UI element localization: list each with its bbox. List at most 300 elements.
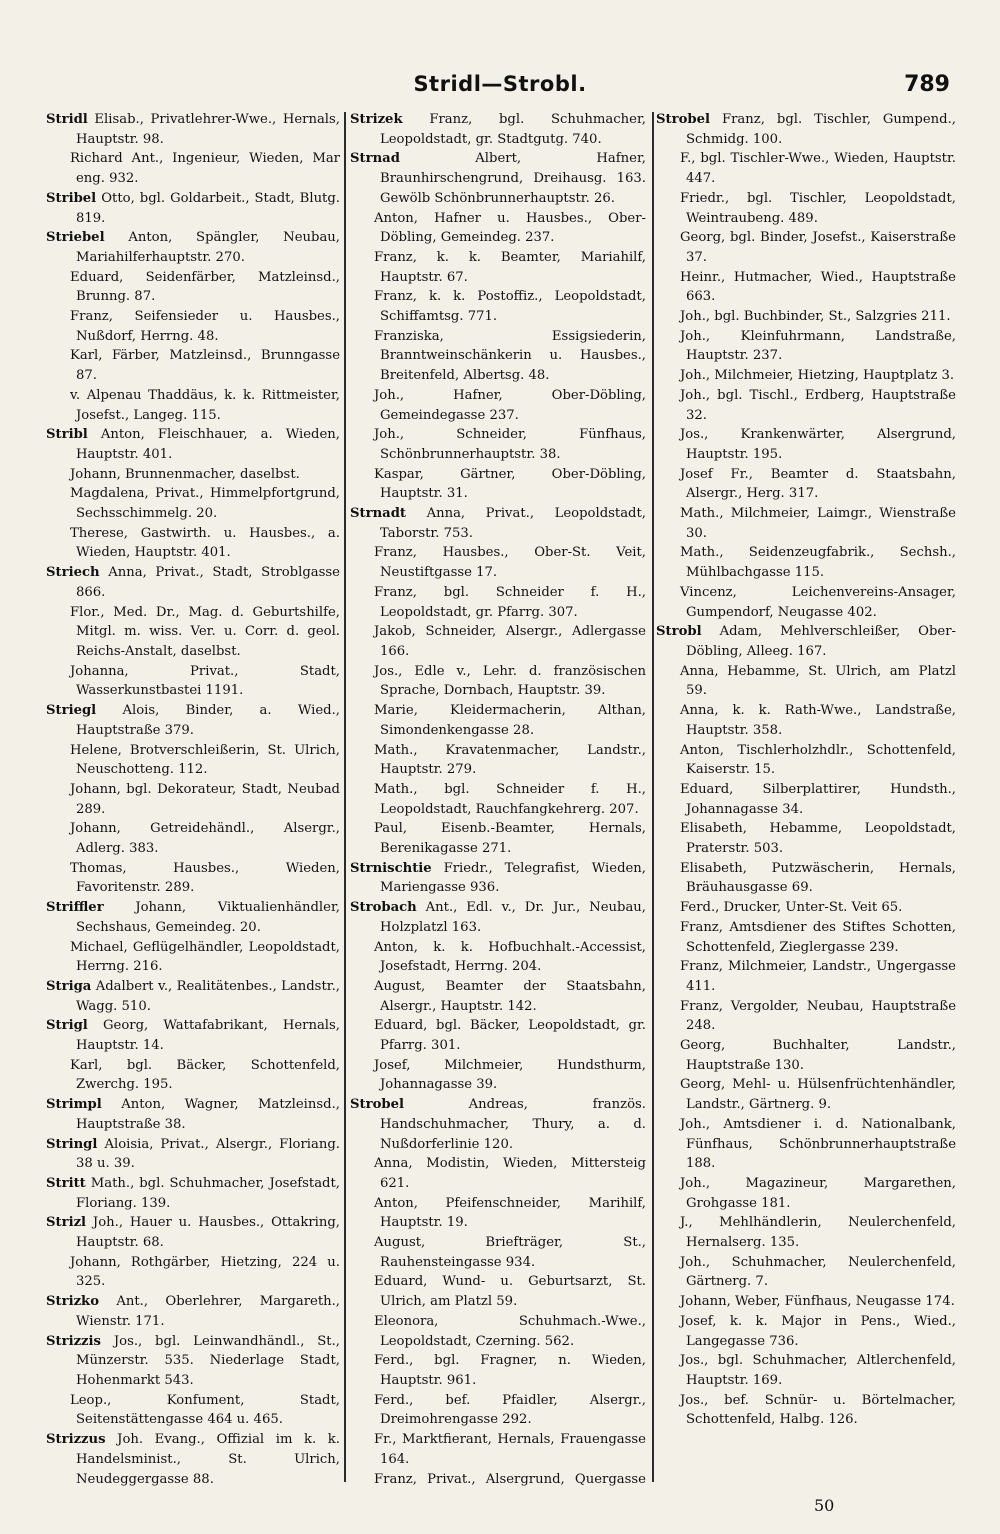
directory-entry [656, 504, 956, 543]
directory-entry [350, 209, 646, 248]
entry-text: Magdalena, Privat., Himmelpfortgrund, Sechsschimmelg. 20. [70, 486, 340, 522]
entry-text: Anton, Spängler, Neubau, Mariahilferhauptstr. 270. [76, 230, 340, 265]
entry-text: Joh., Hauer u. Hausbes., Ottakring, Hauptstr. 68. [76, 1215, 340, 1251]
entry-text: Johann, Rothgärber, Hietzing, 224 u. 325. [70, 1254, 340, 1290]
entry-text: Adam, Mehlverschleißer, Ober-Döbling, Alleeg. 167. [686, 624, 956, 659]
entry-text: Jos., Edle v., Lehr. d. französischen Sprache, Dornbach, Hauptstr. 39. [374, 663, 646, 699]
ditto-dash [656, 425, 680, 445]
directory-entry [46, 1056, 340, 1095]
directory-entry [350, 898, 646, 937]
ditto-dash [656, 819, 680, 839]
directory-entry [350, 110, 646, 149]
entry-text: Franz, k. k. Postoffiz., Leopoldstadt, Schiffamtsg. 771. [374, 289, 646, 325]
directory-entry [350, 1194, 646, 1233]
ditto-dash [46, 1253, 70, 1273]
entry-text: Math., Seidenzeugfabrik., Sechsh., Mühlbachgasse 115. [680, 545, 956, 581]
directory-entry [350, 287, 646, 326]
directory-entry [656, 1351, 956, 1390]
entry-text: Ferd., bef. Pfaidler, Alsergr., Dreimohrengasse 292. [374, 1392, 646, 1428]
entry-text: Jos., Krankenwärter, Alsergrund, Hauptstr. 195. [680, 427, 956, 462]
entry-text: Johann, Getreidehändl., Alsergr., Adlerg. 383. [70, 821, 340, 857]
ditto-dash [656, 780, 680, 800]
directory-entry [350, 1056, 646, 1095]
entry-surname: Striech [46, 565, 100, 581]
entry-text: Johann, Weber, Fünfhaus, Neugasse 174. [680, 1294, 955, 1310]
entry-text: Jos., bgl. Schuhmacher, Altlerchenfeld, Hauptstr. 169. [680, 1353, 956, 1388]
entry-text: Paul, Eisenb.-Beamter, Hernals, Berenikagasse 271. [374, 821, 646, 857]
ditto-dash [350, 1016, 374, 1036]
entry-text: Richard Ant., Ingenieur, Wieden, Mar eng. 932. [70, 151, 340, 187]
directory-entry [350, 1312, 646, 1351]
directory-entry [656, 701, 956, 740]
ditto-dash [350, 583, 374, 603]
ditto-dash [46, 465, 70, 485]
ditto-dash [46, 938, 70, 958]
directory-entry [46, 1430, 340, 1489]
directory-entry [46, 662, 340, 701]
directory-entry [656, 1075, 956, 1114]
ditto-dash [656, 583, 680, 603]
ditto-dash [46, 524, 70, 544]
entry-text: Kaspar, Gärtner, Ober-Döbling, Hauptstr. 31. [374, 466, 646, 502]
entry-surname: Strobel [656, 112, 710, 127]
directory-entry [46, 859, 340, 898]
directory-entry [656, 425, 956, 464]
directory-entry [656, 228, 956, 267]
directory-entry [46, 524, 340, 563]
ditto-dash [46, 662, 70, 682]
ditto-dash [350, 1430, 374, 1450]
entry-text: Joh. Evang., Offizial im k. k. Handelsminist., St. Ulrich, Neudeggergasse 88. [76, 1432, 340, 1487]
directory-entry [656, 1213, 956, 1252]
page-number: 789 [904, 72, 950, 97]
entry-text: Adalbert v., Realitätenbes., Landstr., Wagg. 510. [76, 978, 340, 1014]
entry-text: Eleonora, Schuhmach.-Wwe., Leopoldstadt, Czerning. 562. [374, 1313, 646, 1349]
directory-entry [46, 149, 340, 188]
ditto-dash [350, 1272, 374, 1292]
ditto-dash [350, 248, 374, 268]
entry-text: Franziska, Essigsiederin, Branntweinschänkerin u. Hausbes., Breitenfeld, Albertsg. 48. [374, 328, 646, 384]
entry-text: Johann, Brunnenmacher, daselbst. [70, 466, 300, 482]
ditto-dash [656, 504, 680, 524]
ditto-dash [656, 701, 680, 721]
entry-text: Joh., Milchmeier, Hietzing, Hauptplatz 3. [680, 368, 955, 384]
ditto-dash [656, 228, 680, 248]
entry-text: Joh., Schneider, Fünfhaus, Schönbrunnerhauptstr. 38. [374, 427, 646, 462]
directory-entry [350, 701, 646, 740]
column-1 [46, 110, 340, 1490]
ditto-dash [350, 819, 374, 839]
entry-text: Aloisia, Privat., Alsergr., Floriang. 38 u. 39. [76, 1136, 340, 1172]
entry-text: Anna, Hebamme, St. Ulrich, am Platzl 59. [680, 663, 956, 699]
entry-text: Elisabeth, Hebamme, Leopoldstadt, Praterstr. 503. [680, 821, 956, 857]
directory-entry [350, 1391, 646, 1430]
ditto-dash [656, 543, 680, 563]
directory-entry [350, 938, 646, 977]
entry-surname: Stribl [46, 427, 88, 443]
column-2 [350, 110, 646, 1490]
ditto-dash [656, 997, 680, 1017]
directory-entry [46, 425, 340, 464]
ditto-dash [46, 603, 70, 623]
entry-surname: Strizzis [46, 1333, 101, 1349]
entry-surname: Strnad [350, 151, 400, 167]
directory-entry [46, 1332, 340, 1391]
ditto-dash [350, 1351, 374, 1371]
directory-columns [46, 110, 956, 1490]
ditto-dash [656, 1036, 680, 1056]
directory-entry [656, 307, 956, 327]
entry-text: Johann, bgl. Dekorateur, Stadt, Neubad 289. [70, 781, 340, 817]
entry-text: Franz, bgl. Schneider f. H., Leopoldstadt, gr. Pfarrg. 307. [374, 584, 646, 620]
ditto-dash [350, 1312, 374, 1332]
entry-surname: Strnischtie [350, 860, 432, 876]
entry-text: Thomas, Hausbes., Wieden, Favoritenstr. 289. [70, 860, 340, 896]
directory-entry [656, 997, 956, 1036]
directory-entry [46, 603, 340, 662]
entry-surname: Striebel [46, 230, 105, 246]
ditto-dash [656, 1292, 680, 1312]
ditto-dash [656, 268, 680, 288]
ditto-dash [350, 741, 374, 761]
entry-text: Anna, Privat., Stadt, Stroblgasse 866. [76, 565, 340, 600]
directory-entry [46, 1213, 340, 1252]
entry-text: Jos., bgl. Leinwandhändl., St., Münzerstr. 535. Niederlage Stadt, Hohenmarkt 543. [76, 1333, 340, 1388]
directory-entry [656, 1036, 956, 1075]
entry-text: August, Beamter der Staatsbahn, Alsergr., Hauptstr. 142. [374, 978, 646, 1014]
directory-entry [656, 189, 956, 228]
directory-entry [656, 741, 956, 780]
directory-entry [46, 307, 340, 346]
entry-text: Anton, k. k. Hofbuchhalt.-Accessist, Josefstadt, Herrng. 204. [374, 939, 646, 975]
directory-entry [46, 898, 340, 937]
ditto-dash [350, 977, 374, 997]
directory-entry [350, 977, 646, 1016]
column-3 [656, 110, 956, 1490]
directory-entry [46, 346, 340, 385]
page-header [0, 72, 1000, 102]
entry-text: Ferd., Drucker, Unter-St. Veit 65. [680, 900, 903, 916]
running-head: Stridl—Strobl. [413, 72, 587, 96]
directory-entry [350, 1470, 646, 1490]
directory-entry [46, 819, 340, 858]
ditto-dash [656, 918, 680, 938]
ditto-dash [656, 1351, 680, 1371]
ditto-dash [350, 386, 374, 406]
entry-text: Heinr., Hutmacher, Wied., Hauptstraße 663. [680, 269, 956, 305]
ditto-dash [656, 1253, 680, 1273]
entry-surname: Strizzus [46, 1432, 106, 1448]
entry-text: Anton, Wagner, Matzleinsd., Hauptstraße 38. [76, 1097, 340, 1132]
entry-text: Franz, Seifensieder u. Hausbes., Nußdorf, Herrng. 48. [70, 309, 340, 344]
entry-text: Jakob, Schneider, Alsergr., Adlergasse 166. [374, 624, 646, 659]
ditto-dash [350, 1194, 374, 1214]
entry-text: Eduard, Silberplattirer, Hundsth., Johannagasse 34. [680, 781, 956, 817]
entry-text: Karl, bgl. Bäcker, Schottenfeld, Zwerchg. 195. [70, 1057, 340, 1093]
ditto-dash [350, 425, 374, 445]
entry-text: Anna, Modistin, Wieden, Mittersteig 621. [374, 1156, 646, 1191]
directory-entry [46, 1489, 340, 1490]
entry-text: Franz, k. k. Beamter, Mariahilf, Hauptstr. 67. [374, 249, 646, 285]
directory-entry [656, 898, 956, 918]
directory-entry [656, 268, 956, 307]
entry-text: Math., bgl. Schneider f. H., Leopoldstadt, Rauchfangkehrerg. 207. [374, 781, 646, 817]
directory-entry [46, 938, 340, 977]
ditto-dash [350, 327, 374, 347]
entry-text: Elisabeth, Putzwäscherin, Hernals, Bräuhausgasse 69. [680, 860, 956, 896]
directory-entry [656, 465, 956, 504]
directory-entry [656, 1174, 956, 1213]
ditto-dash [656, 386, 680, 406]
directory-entry [656, 1292, 956, 1312]
ditto-dash [46, 268, 70, 288]
entry-text: Therese, Gastwirth. u. Hausbes., a. Wieden, Hauptstr. 401. [70, 525, 340, 561]
entry-surname: Strizko [46, 1294, 99, 1310]
ditto-dash [656, 465, 680, 485]
directory-entry [656, 1115, 956, 1174]
ditto-dash [656, 189, 680, 209]
entry-text: Eduard, bgl. Bäcker, Leopoldstadt, gr. Pfarrg. 301. [374, 1018, 646, 1054]
entry-surname: Stribel [46, 190, 97, 206]
ditto-dash [656, 327, 680, 347]
directory-entry [46, 977, 340, 1016]
entry-text: Joh., bgl. Buchbinder, St., Salzgries 211. [680, 309, 951, 325]
directory-entry [656, 149, 956, 188]
entry-text: Johanna, Privat., Stadt, Wasserkunstbastei 1191. [70, 663, 340, 699]
entry-text: Ferd., bgl. Fragner, n. Wieden, Hauptstr. 961. [374, 1353, 646, 1388]
entry-surname: Striffler [46, 900, 104, 916]
ditto-dash [350, 1056, 374, 1076]
directory-entry [656, 622, 956, 661]
directory-entry [656, 1391, 956, 1430]
ditto-dash [46, 346, 70, 366]
entry-text: Math., Milchmeier, Laimgr., Wienstraße 30. [680, 506, 956, 541]
entry-text: Joh., Kleinfuhrmann, Landstraße, Hauptstr. 237. [680, 328, 956, 364]
entry-surname: Strizek [350, 112, 403, 127]
directory-entry [656, 386, 956, 425]
entry-text: Franz, Vergolder, Neubau, Hauptstraße 248. [680, 998, 956, 1034]
directory-entry [46, 386, 340, 425]
ditto-dash [350, 780, 374, 800]
entry-text: Georg, bgl. Binder, Josefst., Kaiserstraße 37. [680, 230, 956, 265]
ditto-dash [46, 819, 70, 839]
entry-text: Fr., Marktfierant, Hernals, Frauengasse 164. [374, 1432, 646, 1467]
entry-text: Elisab., Privatlehrer-Wwe., Hernals, Hauptstr. 98. [76, 112, 340, 147]
directory-entry [46, 1292, 340, 1331]
ditto-dash [46, 484, 70, 504]
entry-text: Joh., Magazineur, Margarethen, Grohgasse 181. [680, 1175, 956, 1211]
directory-entry [46, 1391, 340, 1430]
entry-text: Math., bgl. Schuhmacher, Josefstadt, Floriang. 139. [76, 1175, 340, 1211]
entry-text: Anton, Hafner u. Hausbes., Ober-Döbling, Gemeindeg. 237. [374, 210, 646, 246]
directory-entry [350, 662, 646, 701]
directory-entry [350, 248, 646, 287]
directory-entry [350, 819, 646, 858]
entry-text: Anton, Tischlerholzhdlr., Schottenfeld, Kaiserstr. 15. [680, 742, 956, 778]
directory-entry [46, 110, 340, 149]
directory-entry [350, 1430, 646, 1469]
entry-text: Franz, bgl. Tischler, Gumpend., Schmidg. 100. [686, 112, 956, 147]
entry-text: Helene, Brotverschleißerin, St. Ulrich, Neuschotteng. 112. [70, 742, 340, 778]
entry-text: Anton, Fleischhauer, a. Wieden, Hauptstr. 401. [76, 427, 340, 462]
ditto-dash [656, 149, 680, 169]
directory-entry [46, 465, 340, 485]
entry-text: Marie, Kleidermacherin, Althan, Simondenkengasse 28. [374, 703, 646, 738]
entry-text: Josef, Milchmeier, Hundsthurm, Johannagasse 39. [374, 1057, 646, 1093]
directory-entry [350, 149, 646, 208]
directory-entry [350, 425, 646, 464]
directory-entry [656, 662, 956, 701]
ditto-dash [350, 287, 374, 307]
ditto-dash [656, 741, 680, 761]
ditto-dash [656, 898, 680, 918]
directory-entry [656, 366, 956, 386]
entry-text: Franz, Milchmeier, Landstr., Ungergasse 411. [680, 959, 956, 994]
entry-text: Franz, Privat., Alsergrund, Quergasse [374, 1471, 646, 1487]
entry-surname: Stringl [46, 1136, 98, 1152]
entry-text: Ant., Edl. v., Dr. Jur., Neubau, Holzplatzl 163. [380, 900, 646, 935]
directory-entry [350, 465, 646, 504]
directory-entry [656, 327, 956, 366]
ditto-dash [350, 209, 374, 229]
entry-surname: Striga [46, 978, 92, 994]
entry-surname: Stridl [46, 112, 88, 127]
ditto-dash [656, 1312, 680, 1332]
ditto-dash [656, 1174, 680, 1194]
entry-text: Franz, Amtsdiener des Stiftes Schotten, Schottenfeld, Zieglergasse 239. [680, 919, 956, 955]
entry-surname: Striegl [46, 703, 97, 719]
entry-text: Vincenz, Leichenvereins-Ansager, Gumpendorf, Neugasse 402. [680, 584, 956, 620]
entry-text: August, Briefträger, St., Rauhensteingasse 934. [374, 1235, 646, 1270]
entry-text: Johann, Viktualienhändler, Sechshaus, Gemeindeg. 20. [76, 900, 340, 935]
ditto-dash [46, 1489, 70, 1490]
ditto-dash [350, 1470, 374, 1490]
entry-text: Michael, Geflügelhändler, Leopoldstadt, Herrng. 216. [70, 939, 340, 975]
entry-surname: Stritt [46, 1175, 86, 1191]
directory-entry [350, 780, 646, 819]
ditto-dash [656, 662, 680, 682]
entry-text: Leop., Konfument, Stadt, Seitenstättengasse 464 u. 465. [70, 1392, 340, 1428]
entry-text: Jos., bef. Schnür- u. Börtelmacher, Schottenfeld, Halbg. 126. [680, 1392, 956, 1428]
entry-text: Joh., Hafner, Ober-Döbling, Gemeindegasse 237. [374, 387, 646, 423]
ditto-dash [46, 1391, 70, 1411]
directory-entry [46, 268, 340, 307]
entry-text: Josef, k. k. Major in Pens., Wied., Langegasse 736. [680, 1313, 956, 1349]
directory-entry [350, 622, 646, 661]
ditto-dash [46, 780, 70, 800]
entry-text: F., bgl. Tischler-Wwe., Wieden, Hauptstr. 447. [680, 151, 956, 187]
entry-text: Georg, Buchhalter, Landstr., Hauptstraße 130. [680, 1038, 956, 1073]
entry-text: Karl, Färber, Matzleinsd., Brunngasse 87. [70, 348, 340, 384]
directory-entry [656, 918, 956, 957]
ditto-dash [656, 957, 680, 977]
ditto-dash [350, 1233, 374, 1253]
entry-text: Joh., bgl. Tischl., Erdberg, Hauptstraße 32. [680, 387, 956, 423]
directory-entry [46, 780, 340, 819]
entry-text: Math., Kravatenmacher, Landstr., Hauptstr. 279. [374, 742, 646, 778]
directory-entry [656, 583, 956, 622]
directory-entry [46, 563, 340, 602]
entry-text: Anna, Privat., Leopoldstadt, Taborstr. 753. [380, 506, 646, 541]
entry-text: Georg, Wattafabrikant, Hernals, Hauptstr. 14. [76, 1018, 340, 1054]
ditto-dash [350, 622, 374, 642]
directory-entry [46, 189, 340, 228]
entry-text: Albert, Hafner, Braunhirschengrund, Dreihausg. 163. Gewölb Schönbrunnerhauptstr. 26. [380, 151, 646, 206]
ditto-dash [46, 386, 70, 406]
entry-surname: Strigl [46, 1018, 88, 1034]
directory-entry [350, 504, 646, 543]
entry-text: Georg, Mehl- u. Hülsenfrüchtenhändler, Landstr., Gärtnerg. 9. [680, 1077, 956, 1113]
entry-text: Alois, Binder, a. Wied., Hauptstraße 379. [76, 703, 340, 738]
ditto-dash [656, 859, 680, 879]
entry-text: Josef Fr., Beamter d. Staatsbahn, Alsergr., Herg. 317. [680, 466, 956, 502]
entry-text: Friedr., Telegrafist, Wieden, Mariengasse 936. [380, 860, 646, 896]
directory-entry [656, 957, 956, 996]
ditto-dash [350, 1154, 374, 1174]
ditto-dash [350, 938, 374, 958]
entry-text: Franz, Hausbes., Ober-St. Veit, Neustiftgasse 17. [374, 545, 646, 581]
directory-entry [350, 327, 646, 386]
directory-entry [46, 1095, 340, 1134]
entry-text: Andreas, französ. Handschuhmacher, Thury, a. d. Nußdorferlinie 120. [380, 1097, 646, 1152]
directory-entry [656, 110, 956, 149]
ditto-dash [656, 1115, 680, 1135]
ditto-dash [656, 366, 680, 386]
directory-entry [350, 386, 646, 425]
directory-entry [46, 484, 340, 523]
entry-text: Ant., Oberlehrer, Margareth., Wienstr. 171. [76, 1294, 340, 1329]
directory-entry [350, 543, 646, 582]
entry-text: Joh., Amtsdiener i. d. Nationalbank, Fünfhaus, Schönbrunnerhauptstraße 188. [680, 1116, 956, 1172]
directory-entry [46, 1174, 340, 1213]
directory-entry [350, 859, 646, 898]
ditto-dash [46, 1056, 70, 1076]
directory-entry [46, 1016, 340, 1055]
ditto-dash [656, 1391, 680, 1411]
directory-entry [656, 1253, 956, 1292]
entry-text: Eduard, Wund- u. Geburtsarzt, St. Ulrich, am Platzl 59. [374, 1274, 646, 1310]
directory-entry [46, 741, 340, 780]
entry-surname: Strobel [350, 1097, 404, 1113]
entry-surname: Strobach [350, 900, 417, 916]
entry-text: Eduard, Seidenfärber, Matzleinsd., Brunng. 87. [70, 269, 340, 305]
directory-entry [46, 228, 340, 267]
ditto-dash [350, 543, 374, 563]
ditto-dash [656, 1075, 680, 1095]
entry-text: Anton, Pfeifenschneider, Marihilf, Hauptstr. 19. [374, 1195, 646, 1231]
directory-entry [350, 1016, 646, 1055]
directory-entry [350, 1233, 646, 1272]
directory-entry [656, 543, 956, 582]
directory-entry [350, 1351, 646, 1390]
entry-text: Anna, k. k. Rath-Wwe., Landstraße, Hauptstr. 358. [680, 703, 956, 738]
entry-surname: Strizl [46, 1215, 87, 1231]
ditto-dash [656, 307, 680, 327]
directory-entry [46, 701, 340, 740]
ditto-dash [350, 1391, 374, 1411]
entry-text: J., Mehlhändlerin, Neulerchenfeld, Hernalserg. 135. [680, 1215, 956, 1251]
entry-surname: Strnadt [350, 506, 407, 522]
directory-entry [46, 1253, 340, 1292]
ditto-dash [46, 741, 70, 761]
ditto-dash [46, 149, 70, 169]
entry-text: Franz, bgl. Schuhmacher, Leopoldstadt, gr. Stadtgutg. 740. [380, 112, 646, 147]
entry-surname: Strobl [656, 624, 702, 640]
directory-entry [46, 1135, 340, 1174]
directory-entry [350, 1095, 646, 1154]
directory-entry [350, 1272, 646, 1311]
ditto-dash [46, 859, 70, 879]
